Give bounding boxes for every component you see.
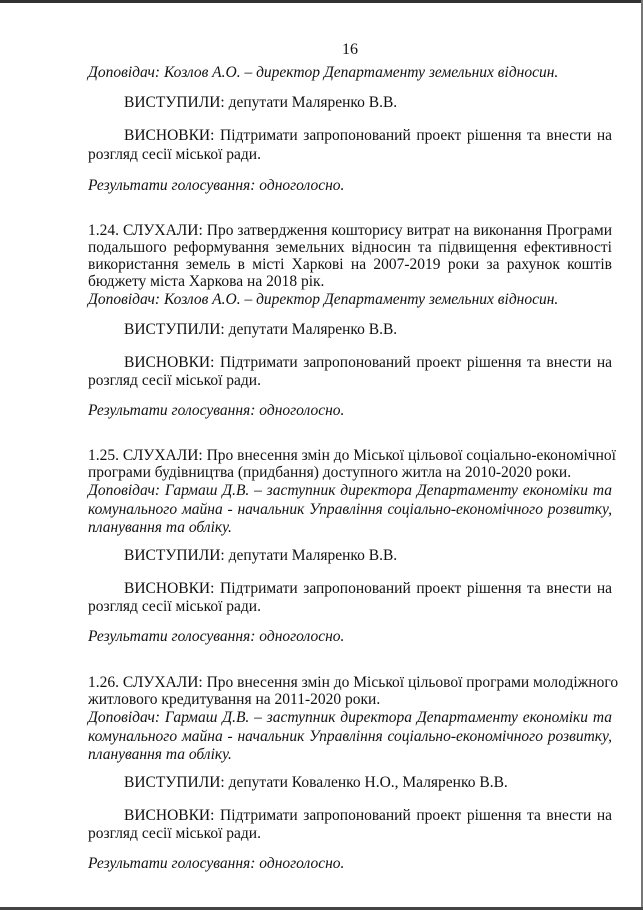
- reporter-line: планування та обліку.: [88, 746, 232, 763]
- reporter-line: Доповідач: Гармаш Д.В. – заступник директора Департаменту економіки та: [88, 482, 612, 499]
- heard-line: 1.24. СЛУХАЛИ: Про затвердження кошторису витрат на виконання Програми: [88, 222, 612, 239]
- heard-line: подальшого реформування земельних відносин та підвищення ефективності: [88, 239, 612, 256]
- reporter-line: комунального майна - начальник Управління соціально-економічного розвитку,: [88, 501, 612, 518]
- vote-result: Результати голосування: одноголосно.: [88, 628, 345, 645]
- conclusion-line: розгляд сесії міської ради.: [88, 146, 261, 163]
- reporter-line: Доповідач: Козлов А.О. – директор Департаменту земельних відносин.: [88, 291, 559, 308]
- speakers-line: ВИСТУПИЛИ: депутати Маляренко В.В.: [124, 94, 398, 111]
- vote-result: Результати голосування: одноголосно.: [88, 177, 345, 194]
- page-number: 16: [342, 41, 358, 58]
- heard-line: використання земель в місті Харкові на 2007-2019 роки за рахунок коштів: [88, 256, 612, 273]
- speakers-line: ВИСТУПИЛИ: депутати Коваленко Н.О., Маляренко В.В.: [124, 774, 508, 791]
- conclusion-line: розгляд сесії міської ради.: [88, 598, 261, 615]
- speakers-line: ВИСТУПИЛИ: депутати Маляренко В.В.: [124, 547, 398, 564]
- vote-result: Результати голосування: одноголосно.: [88, 855, 345, 872]
- speakers-line: ВИСТУПИЛИ: депутати Маляренко В.В.: [124, 321, 398, 338]
- conclusion-line: ВИСНОВКИ: Підтримати запропонований проект рішення та внести на: [124, 807, 612, 824]
- scan-edge-top: [0, 0, 643, 3]
- heard-line: програми будівництва (придбання) доступного житла на 2010-2020 роки.: [88, 464, 572, 481]
- heard-line: 1.25. СЛУХАЛИ: Про внесення змін до Міської цільової соціально-економічної: [88, 447, 616, 464]
- heard-line: житлового кредитування на 2011-2020 роки.: [88, 691, 381, 708]
- reporter-line: комунального майна - начальник Управління соціально-економічного розвитку,: [88, 728, 612, 745]
- reporter-line: Доповідач: Козлов А.О. – директор Департаменту земельних відносин.: [88, 64, 559, 81]
- reporter-line: планування та обліку.: [88, 519, 232, 536]
- vote-result: Результати голосування: одноголосно.: [88, 402, 345, 419]
- conclusion-line: ВИСНОВКИ: Підтримати запропонований проект рішення та внести на: [124, 354, 612, 371]
- heard-line: бюджету міста Харкова на 2018 рік.: [88, 273, 325, 290]
- conclusion-line: розгляд сесії міської ради.: [88, 372, 261, 389]
- conclusion-line: ВИСНОВКИ: Підтримати запропонований проект рішення та внести на: [124, 127, 612, 144]
- conclusion-line: розгляд сесії міської ради.: [88, 825, 261, 842]
- reporter-line: Доповідач: Гармаш Д.В. – заступник директора Департаменту економіки та: [88, 709, 612, 726]
- heard-line: 1.26. СЛУХАЛИ: Про внесення змін до Міської цільової програми молодіжного: [88, 674, 619, 691]
- conclusion-line: ВИСНОВКИ: Підтримати запропонований проект рішення та внести на: [124, 580, 612, 597]
